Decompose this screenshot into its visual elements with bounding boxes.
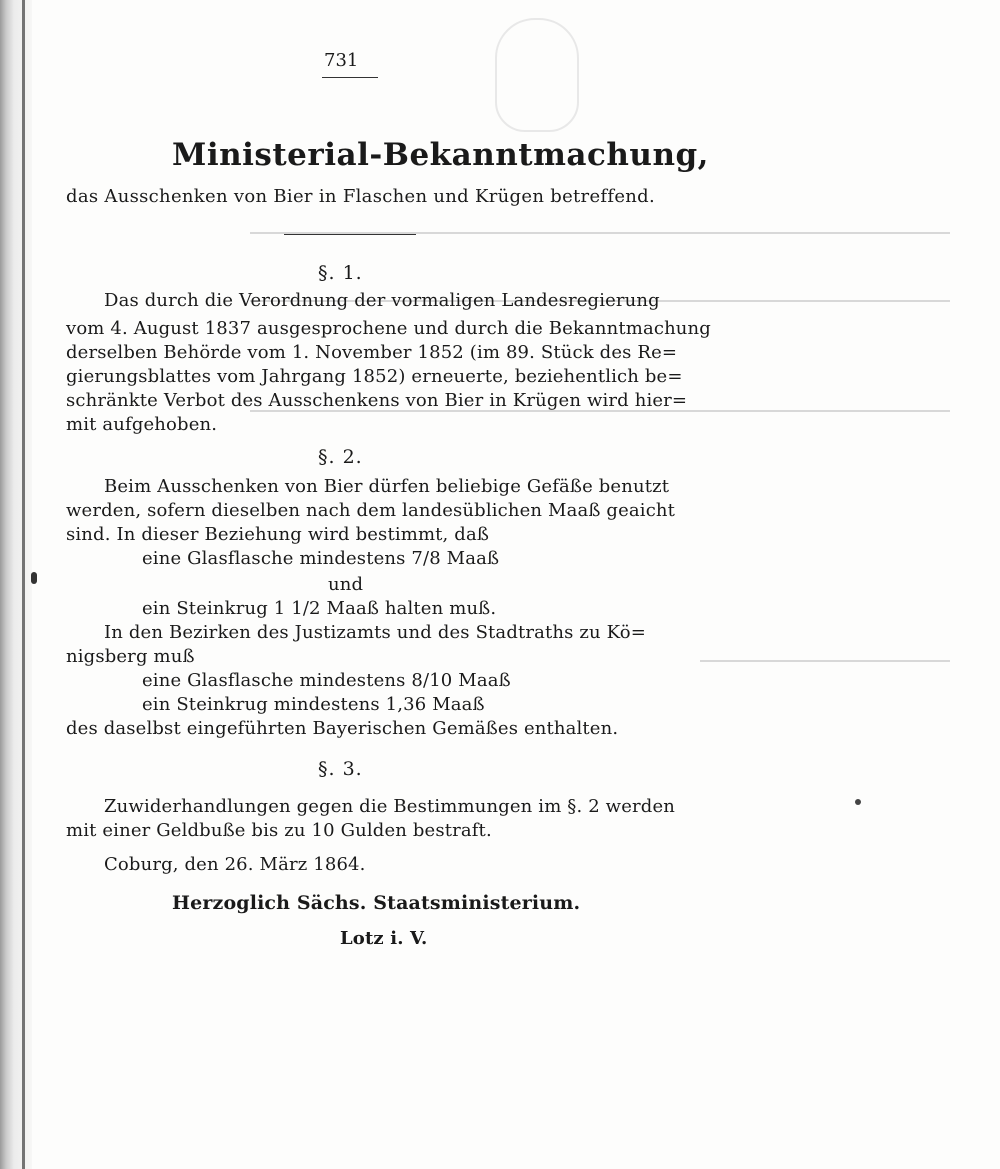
document-title: Ministerial-Bekanntmachung, xyxy=(172,137,709,173)
paragraph-line: werden, sofern dieselben nach dem landesüblichen Maaß geaicht xyxy=(66,500,676,521)
paragraph-line: derselben Behörde vom 1. November 1852 (im 89. Stück des Re= xyxy=(66,342,678,363)
measure-line: ein Steinkrug 1 1/2 Maaß halten muß. xyxy=(142,598,497,619)
conjunction-line: und xyxy=(328,574,364,595)
section-heading: §. 1. xyxy=(318,262,363,284)
paragraph-line: Beim Ausschenken von Bier dürfen beliebige Gefäße benutzt xyxy=(104,476,670,497)
paragraph-line: gierungsblattes vom Jahrgang 1852) erneuerte, beziehentlich be= xyxy=(66,366,683,387)
paragraph-line: sind. In dieser Beziehung wird bestimmt, daß xyxy=(66,524,490,545)
ink-speck xyxy=(31,572,37,584)
title-separator xyxy=(284,234,416,235)
paragraph-line: nigsberg muß xyxy=(66,646,195,667)
paragraph-line: mit aufgehoben. xyxy=(66,414,218,435)
section-heading: §. 3. xyxy=(318,758,363,780)
issuing-authority: Herzoglich Sächs. Staatsministerium. xyxy=(172,892,581,914)
signature-line: Lotz i. V. xyxy=(340,928,428,949)
place-date: Coburg, den 26. März 1864. xyxy=(104,854,366,875)
paragraph-line: In den Bezirken des Justizamts und des Stadtraths zu Kö= xyxy=(104,622,646,643)
section-heading: §. 2. xyxy=(318,446,363,468)
paragraph-line: vom 4. August 1837 ausgesprochene und durch die Bekanntmachung xyxy=(66,318,711,339)
paragraph-line: mit einer Geldbuße bis zu 10 Gulden bestraft. xyxy=(66,820,492,841)
paragraph-line: Das durch die Verordnung der vormaligen Landesregierung xyxy=(104,290,660,311)
document-subtitle: das Ausschenken von Bier in Flaschen und Krügen betreffend. xyxy=(66,186,656,207)
measure-line: eine Glasflasche mindestens 7/8 Maaß xyxy=(142,548,500,569)
page-number-rule xyxy=(322,77,378,78)
paragraph-line: Zuwiderhandlungen gegen die Bestimmungen im §. 2 werden xyxy=(104,796,675,817)
measure-line: ein Steinkrug mindestens 1,36 Maaß xyxy=(142,694,485,715)
ink-speck xyxy=(855,799,861,805)
paragraph-line: des daselbst eingeführten Bayerischen Gemäßes enthalten. xyxy=(66,718,619,739)
page-number: 731 xyxy=(324,50,359,71)
paragraph-line: schränkte Verbot des Ausschenkens von Bier in Krügen wird hier= xyxy=(66,390,688,411)
measure-line: eine Glasflasche mindestens 8/10 Maaß xyxy=(142,670,511,691)
